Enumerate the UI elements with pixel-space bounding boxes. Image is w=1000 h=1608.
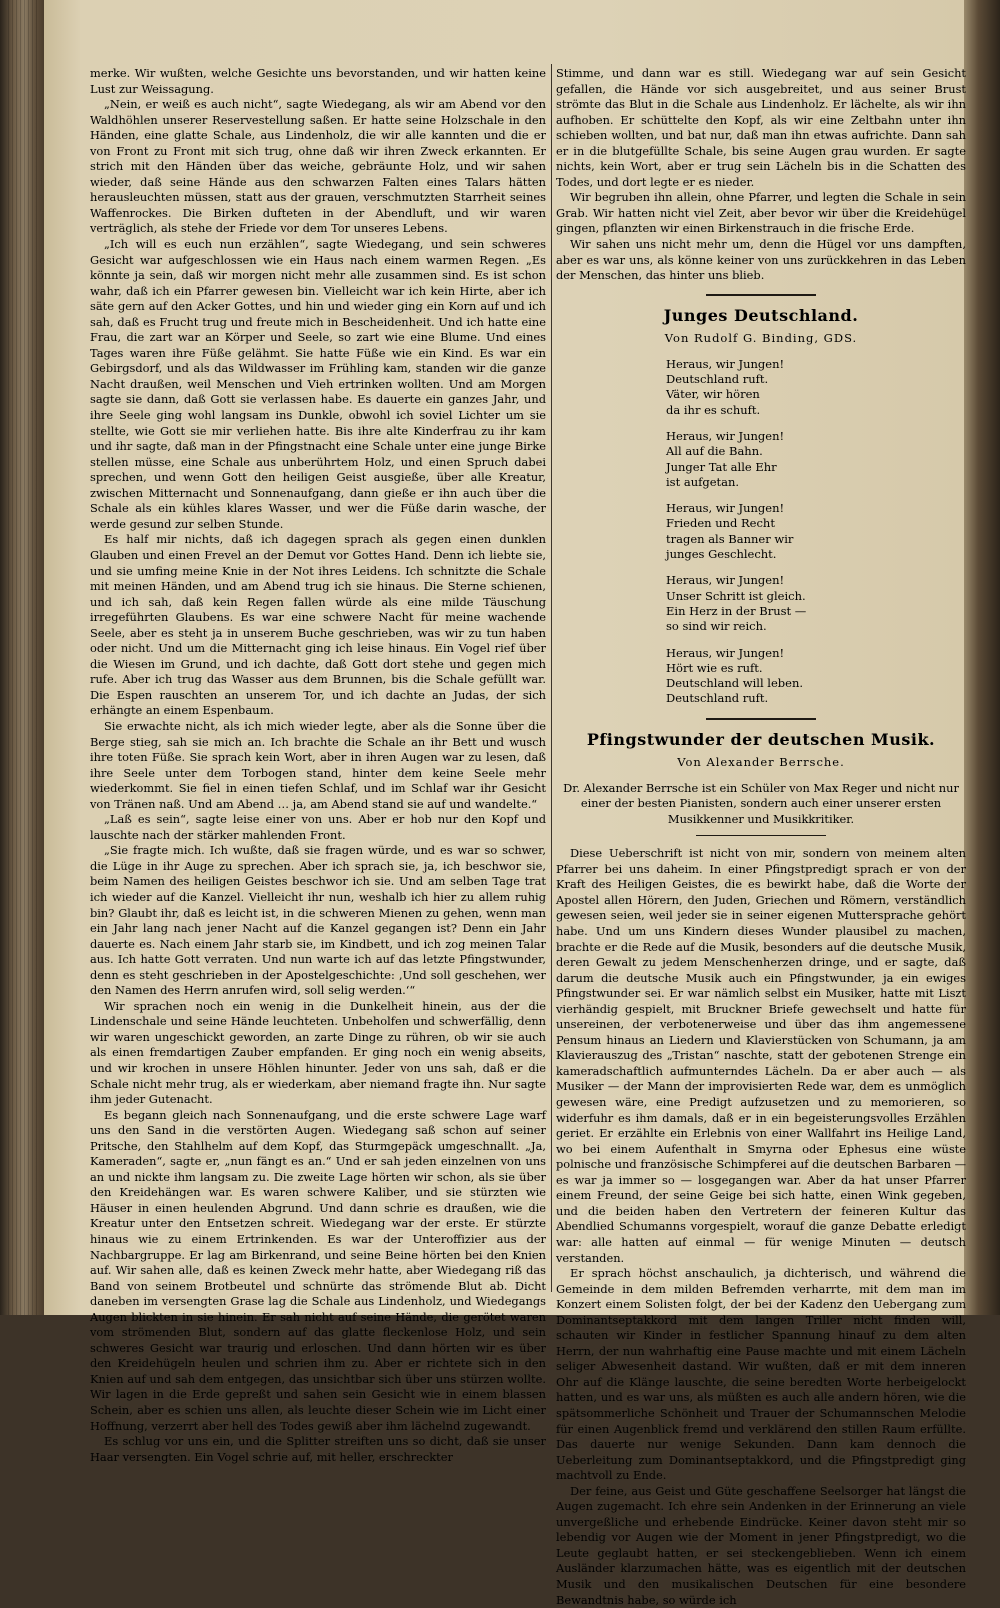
story-paragraph: „Ich will es euch nun erzählen“, sagte Wiedegang, und sein schweres Gesicht war aufgeschlossen wie ein Haus nach einem warmen Regen. „Es könnte ja sein, daß wir morgen nicht mehr alle zusammen sind. Es ist schon wahr, daß ich ein Pfarrer gewesen bin. Vielleicht war ich kein Hirte, aber ich säte gern auf den Acker Gottes, und hin und wieder ging ein Korn auf und ich sah, daß es Frucht trug und freute mich in Bescheidenheit. Und ich hatte eine Frau, die zart war an Körper und Seele, so zart wie eine Blume. Und eines Tages waren ihre Füße gelähmt. Sie hatte Füße wie ein Kind. Es war ein Gebirgsdorf, und als das Wildwasser im Frühling kam, standen wir die ganze Nacht draußen, weil Menschen und Vieh ertrinken wollten. Und am Morgen sagte sie dann, daß Gott sie verlassen habe. Es dauerte ein ganzes Jahr, und ihre Seele ging wohl langsam ins Dunkle, obwohl ich soviel Lichter um sie stellte, wie Gott sie mir verliehen hatte. Bis ihre alte Kinderfrau zu ihr kam und ihr sagte, daß man in der Pfingstnacht eine Schale unter eine junge Birke stellen müsse, eine Schale aus unberührtem Holz, und einen Spruch dabei sprechen, und wenn Gott den heiligen Geist ausgieße, über alle Kreatur, zwischen Mitternacht und Sonnenaufgang, dann gieße er ihn auch über die Schale als ein kühles klares Wasser, und wer die Füße darin wasche, der werde gesund zur selben Stunde. [90, 237, 546, 531]
right-column [556, 66, 966, 1608]
section-divider [706, 718, 816, 720]
article-byline: Von Alexander Berrsche. [677, 755, 845, 770]
poem-line: Junger Tat alle Ehr [666, 459, 777, 474]
article-paragraph: Diese Ueberschrift ist nicht von mir, sondern von meinem alten Pfarrer bei uns daheim. In einer Pfingstpredigt sprach er von der Kraft des Heiligen Geistes, die es bewirkt habe, daß die Worte der Apostel allen Hörern, den Juden, Griechen und Römern, verständlich gewesen seien, weil jeder sie in seiner eigenen Muttersprache gehört habe. Und um uns Kindern dieses Wunder plausibel zu machen, brachte er die Rede auf die Musik, besonders auf die deutsche Musik, deren Gewalt zu jedem Menschenherzen dringe, und er sagte, daß darum die deutsche Musik auch ein Pfingstwunder, ja ein ewiges Pfingstwunder sei. Er war nämlich selbst ein Musiker, hatte mit Liszt vierhändig gespielt, mit Bruckner Briefe gewechselt und hatte für unsereinen, der verbotenerweise und über das ihm angemessene Pensum hinaus an Liedern und Klavierstücken von Schumann, ja am Klavierauszug des „Tristan“ naschte, statt der gebotenen Strenge ein kameradschaftlich aufmunterndes Lächeln. Da er aber auch — als Musiker — der Mann der improvisierten Rede war, dem es unmöglich gewesen wäre, eine Predigt aufzusetzen und zu memorieren, so widerfuhr es ihm damals, daß er in ein begeisterungsvolles Erzählen geriet. Er erzählte ein Erlebnis von einer Wallfahrt ins Heilige Land, wo bei einem Aufenthalt in Smyrna oder Ephesus eine wüste polnische und französische Schimpferei auf die deutschen Barbaren — es war ja immer so — losgegangen war. Aber da hat unser Pfarrer einem Freund, der seine Geige bei sich hatte, einen Wink gegeben, und die beiden haben den Vertretern der feineren Kultur das Abendlied Schumanns vorgespielt, worauf die ganze Debatte erledigt war: alle hatten auf einmal — für wenige Minuten — deutsch verstanden. [556, 846, 966, 1265]
story-paragraph: Wir begruben ihn allein, ohne Pfarrer, und legten die Schale in sein Grab. Wir hatten nicht viel Zeit, aber bevor wir über die Kreidehügel gingen, pflanzten wir einen Birkenstrauch in die frische Erde. [556, 190, 966, 236]
poem-line: Frieden und Recht [666, 516, 775, 531]
poem-line: so sind wir reich. [666, 619, 767, 634]
poem-line: Deutschland ruft. [666, 691, 769, 706]
story-paragraph: Es begann gleich nach Sonnenaufgang, und die erste schwere Lage warf uns den Sand in die verstörten Augen. Wiedegang saß schon auf seiner Pritsche, den Stahlhelm auf dem Kopf, das Sturmgepäck umgeschnallt. „Ja, Kameraden“, sagte er, „nun fängt es an.“ Und er sah jeden einzelnen von uns an und nickte ihm langsam zu. Die zweite Lage hörten wir schon, als sie über den Kreidehängen war. Es waren schwere Kaliber, und sie stürzten wie Häuser in einen heulenden Abgrund. Und dann schrie es draußen, wie die Kreatur unter den Entsetzen schreit. Wiedegang war der erste. Er stürzte hinaus wie zu einem Ertrinkenden. Es war der Unteroffizier aus der Nachbargruppe. Er lag am Birkenrand, und seine Beine hörten bei den Knien auf. Wir sahen alle, daß es keinen Zweck mehr hatte, aber Wiedegang riß das Band von seinem Brotbeutel und schnürte das strömende Blut ab. Dicht daneben im versengten Grase lag die Schale aus Lindenholz, und Wiedegangs Augen blickten in sie hinein. Er sah nicht auf seine Hände, die gerötet waren vom strömenden Blut, sondern auf das glatte fleckenlose Holz, und sein schweres Gesicht war traurig und erloschen. Und dann hörten wir es über den Kreidehügeln heulen und schrien ihm zu. Aber er richtete sich in den Knien auf und sah dem entgegen, das unsichtbar sich über uns stürzen wollte. Wir lagen in die Erde gepreßt und sahen sein Gesicht wie in einem blassen Schein, aber es schien uns allen, als leuchte dieser Schein wie im Licht einer Hoffnung, verzerrt aber hell des Todes gewiß aber ihm lächelnd zugewandt. [90, 1107, 546, 1433]
poem-line: junges Geschlecht. [666, 547, 777, 562]
poem-stanza [666, 646, 966, 707]
poem-line: Hört wie es ruft. [666, 660, 763, 675]
poem-line: ist aufgetan. [666, 474, 740, 489]
poem-byline: Von Rudolf G. Binding, GDS. [664, 331, 858, 346]
poem-stanza [666, 501, 966, 562]
poem-line: Heraus, wir Jungen! [666, 356, 785, 371]
story-paragraph: „Laß es sein“, sagte leise einer von uns. Aber er hob nur den Kopf und lauschte nach der stärker mahlenden Front. [90, 812, 546, 842]
poem-line: Heraus, wir Jungen! [666, 501, 785, 516]
story-paragraph: Stimme, und dann war es still. Wiedegang war auf sein Gesicht gefallen, die Hände vor sich ausgebreitet, und aus seiner Brust strömte das Blut in die Schale aus Lindenholz. Er lächelte, als wir ihn aufhoben. Er schüttelte den Kopf, als wir eine Zeltbahn unter ihn schieben wollten, und bat nur, daß man ihn etwas aufrichte. Dann sah er in die blutgefüllte Schale, bis seine Augen grau wurden. Er sagte nichts, kein Wort, aber er trug sein Lächeln bis in die Schatten des Todes, und dort legte er es nieder. [556, 66, 966, 189]
poem-stanza [666, 573, 966, 634]
article-paragraph: Er sprach höchst anschaulich, ja dichterisch, und während die Gemeinde in dem milden Befremden verharrte, mit dem man im Konzert einem Solisten folgt, der bei der Kadenz den Uebergang zum Dominantseptakkord mit dem langen Triller nicht finden will, schauten wir Kinder in festlicher Spannung hinauf zu dem alten Herrn, der nun wahrhaftig eine Pause machte und mit einem Lächeln seliger Abwesenheit dastand. Wir wußten, daß er mit dem inneren Ohr auf die Klänge lauschte, die seine beredten Worte herbeigelockt hatten, und es war uns, als müßten es auch alle andern hören, wie die spätsommerliche Schönheit und Trauer der Schumannschen Melodie für einen Augenblick fremd und verklärend den stillen Raum erfüllte. Das dauerte nur wenige Sekunden. Dann kam dennoch die Ueberleitung zum Dominantseptakkord, und die Pfingstpredigt ging machtvoll zu Ende. [556, 1266, 966, 1483]
story-paragraph: Wir sahen uns nicht mehr um, denn die Hügel vor uns dampften, aber es war uns, als könne keiner von uns zurückkehren in das Leben der Menschen, das hinter uns blieb. [556, 237, 966, 283]
editor-note: Dr. Alexander Berrsche ist ein Schüler von Max Reger und nicht nur einer der besten Pianisten, sondern auch einer unserer ersten Musikkenner und Musikkritiker. [563, 780, 959, 826]
poem-line: tragen als Banner wir [666, 531, 794, 546]
book-spine [0, 0, 44, 1315]
poem-line: da ihr es schuft. [666, 402, 761, 417]
poem [666, 357, 966, 707]
page-edge-shadow [964, 0, 1000, 1315]
story-paragraph: „Sie fragte mich. Ich wußte, daß sie fragen würde, und es war so schwer, die Lüge in ihr Auge zu sprechen. Aber ich sprach sie, ja, ich beschwor sie, beim Namen des heiligen Geistes beschwor ich sie. Und am selben Tage trat ich wieder auf die Kanzel. Vielleicht ihr nun, weshalb ich hier zu allem ruhig bin? Glaubt ihr, daß es leicht ist, in die schweren Mienen zu gehen, wenn man ein Jahr lang nach jener Nacht auf die Kanzel gegangen ist? Denn ein Jahr dauerte es. Nach einem Jahr starb sie, im Kindbett, und ich zog meinen Talar aus. Ich hatte Gott verraten. Und nun warte ich auf das letzte Pfingstwunder, denn es steht geschrieben in der Apostelgeschichte: ‚Und soll geschehen, wer den Namen des Herrn anrufen wird, soll selig werden.‘“ [90, 843, 546, 998]
poem-line: Unser Schritt ist gleich. [666, 588, 806, 603]
poem-stanza [666, 357, 966, 418]
story-paragraph: Es schlug vor uns ein, und die Splitter streiften uns so dicht, daß sie unser Haar versengten. Ein Vogel schrie auf, mit heller, erschreckter [90, 1434, 546, 1464]
poem-line: Väter, wir hören [666, 387, 760, 402]
poem-line: Heraus, wir Jungen! [666, 645, 785, 660]
note-divider [696, 835, 826, 836]
column-rule [551, 64, 552, 1292]
poem-title: Junges Deutschland. [663, 305, 859, 325]
story-paragraph: Es half mir nichts, daß ich dagegen sprach als gegen einen dunklen Glauben und einen Frevel an der Demut vor Gottes Hand. Denn ich liebte sie, und sie umfing meine Knie in der Not ihres Leidens. Ich schnitzte die Schale mit meinen Händen, und am Abend trug ich sie hinaus. Die Sterne schienen, und ich sah, daß kein Regen fallen würde als eine milde Täuschung irregeführten Glaubens. Es war eine schwere Nacht für meine wachende Seele, aber es steht ja in unserem Buche geschrieben, was wir zu tun haben oder nicht. Und um die Mitternacht ging ich leise hinaus. Ein Vogel rief über die Wiesen im Grund, und ich dachte, daß Gott dort stehe und gegen mich rufe. Aber ich trug das Wasser aus dem Brunnen, bis die Schale gefüllt war. Die Espen rauschten an unserem Tor, und ich dachte an Judas, der sich erhängte an einem Espenbaum. [90, 532, 546, 718]
article-title: Pfingstwunder der deutschen Musik. [586, 729, 936, 749]
poem-line: Deutschland ruft. [666, 372, 769, 387]
poem-line: Deutschland will leben. [666, 676, 804, 691]
poem-stanza [666, 429, 966, 490]
story-paragraph: „Nein, er weiß es auch nicht“, sagte Wiedegang, als wir am Abend vor den Waldhöhlen unserer Reservestellung saßen. Er hatte seine Holzschale in den Händen, eine glatte Schale, aus Lindenholz, die wir alle kannten und die er von Front zu Front mit sich trug, ohne daß wir ihren Zweck erkannten. Er strich mit den Händen über das weiche, gebräunte Holz, und wir sahen wieder, daß seine Hände aus den schwarzen Falten eines Talars hätten herausleuchten müssen, statt aus der grauen, verschmutzten Starrheit seines Waffenrockes. Die Birken dufteten in der Abendluft, und wir waren verträglich, als stehe der Friede vor dem Tor unseres Lebens. [90, 97, 546, 236]
story-paragraph: Wir sprachen noch ein wenig in die Dunkelheit hinein, aus der die Lindenschale und seine Hände leuchteten. Unbeholfen und schwerfällig, denn wir waren ungeschickt geworden, an zarte Dinge zu rühren, ob wir sie auch als einen fremdartigen Zauber empfanden. Er ging noch ein wenig abseits, und wir krochen in unsere Höhlen hinunter. Jeder von uns sah, daß er die Schale nicht mehr trug, als er wiederkam, aber niemand fragte ihn. Nur sagte ihm jeder Gutenacht. [90, 998, 546, 1107]
left-column [90, 66, 546, 1465]
poem-line: Heraus, wir Jungen! [666, 573, 785, 588]
story-paragraph: merke. Wir wußten, welche Gesichte uns bevorstanden, und wir hatten keine Lust zur Weissagung. [90, 66, 546, 96]
story-paragraph: Sie erwachte nicht, als ich mich wieder legte, aber als die Sonne über die Berge stieg, sah sie mich an. Ich brachte die Schale an ihr Bett und wusch ihre toten Füße. Sie sprach kein Wort, aber in ihren Augen war zu lesen, daß ihre Seele unter dem Torbogen stand, hinter dem keine Seele mehr wiederkommt. Sie fiel in einen tiefen Schlaf, und im Schlaf war ihr Gesicht von Tränen naß. Und am Abend … ja, am Abend stand sie auf und wandelte.“ [90, 718, 546, 811]
poem-line: Ein Herz in der Brust — [666, 603, 807, 618]
poem-line: Heraus, wir Jungen! [666, 428, 785, 443]
section-divider [706, 294, 816, 296]
article-paragraph: Der feine, aus Geist und Güte geschaffene Seelsorger hat längst die Augen zugemacht. Ich ehre sein Andenken in der Erinnerung an viele unvergeßliche und erhebende Eindrücke. Keiner davon steht mir so lebendig vor Augen wie der Moment in jener Pfingstpredigt, wo die Leute geglaubt hatten, er sei steckengeblieben. Wenn ich einem Ausländer klarzumachen hätte, was es eigentlich mit der deutschen Musik und den musikalischen Deutschen für eine besondere Bewandtnis habe, so würde ich [556, 1483, 966, 1607]
poem-line: All auf die Bahn. [666, 444, 763, 459]
